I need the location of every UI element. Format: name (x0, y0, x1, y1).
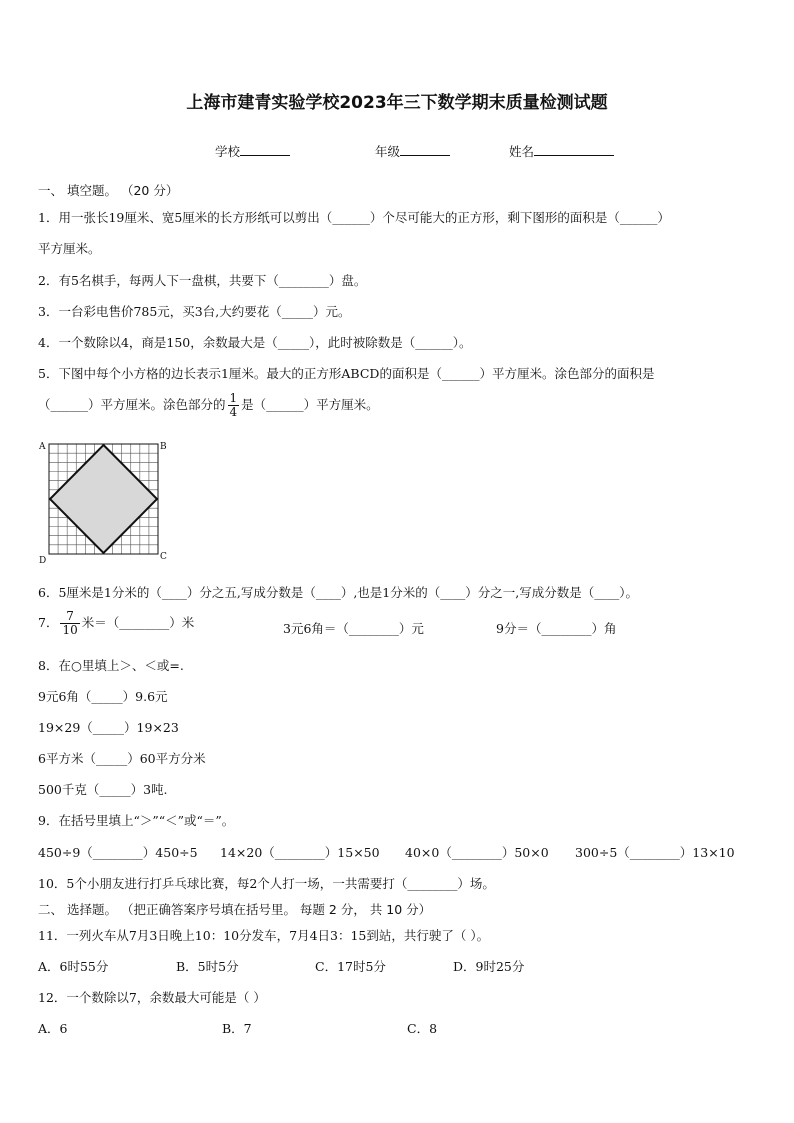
fraction-numerator: 1 (229, 391, 238, 405)
fraction-denominator: 4 (229, 405, 238, 419)
question-9-item: 14×20（________）15×50 (220, 845, 380, 860)
grid-figure (36, 436, 176, 566)
school-blank[interactable] (240, 141, 290, 156)
section2-heading: 二、 选择题。 （把正确答案序号填在括号里。 每题 2 分， 共 10 分） (38, 902, 432, 917)
question-6: 6．5厘米是1分米的（____）分之五,写成分数是（____）,也是1分米的（____）分之一,写成分数是（____）。 (38, 585, 638, 600)
option-c[interactable]: C．17时5分 (315, 959, 386, 974)
grade-blank[interactable] (400, 141, 450, 156)
question-8-heading: 8．在○里填上＞、＜或=. (38, 658, 184, 673)
grade-field (375, 141, 450, 160)
school-field (215, 141, 290, 160)
question-4: 4．一个数除以4，商是150，余数最大是（_____），此时被除数是（______）。 (38, 335, 472, 350)
fraction-seven-tenths (60, 610, 79, 637)
vertex-label-b: B (160, 442, 167, 452)
section1-heading: 一、 填空题。 （20 分） (38, 183, 179, 198)
question-10: 10．5个小朋友进行打乒乓球比赛，每2个人打一场，一共需要打（________）场。 (38, 876, 495, 891)
question-5-line2 (38, 392, 379, 419)
question-9-item: 450÷9（________）450÷5 (38, 845, 198, 860)
vertex-label-c: C (160, 552, 167, 562)
question-7-prefix: 7． (38, 615, 59, 630)
name-field (509, 141, 614, 160)
grade-label: 年级 (375, 144, 401, 159)
question-8-item: 9元6角（_____）9.6元 (38, 689, 168, 704)
fraction-one-quarter (228, 392, 240, 419)
question-9-item: 40×0（________）50×0 (405, 845, 549, 860)
fraction-numerator: 7 (60, 610, 79, 624)
fraction-denominator: 10 (62, 623, 78, 637)
option-b[interactable]: B．7 (222, 1021, 252, 1036)
question-1-line2: 平方厘米。 (38, 241, 101, 256)
page-title: 上海市建青实验学校2023年三下数学期末质量检测试题 (186, 93, 608, 113)
question-1-line1: 1．用一张长19厘米、宽5厘米的长方形纸可以剪出（______）个尽可能大的正方形，剩下图形的面积是（______） (38, 210, 670, 225)
question-7-part3: 9分＝（________）角 (496, 621, 617, 636)
question-5-text-b: 是（______）平方厘米。 (241, 397, 379, 412)
name-blank[interactable] (534, 141, 614, 156)
question-7-text-1: 米＝（________）米 (81, 615, 195, 630)
question-7-part2: 3元6角＝（________）元 (283, 621, 424, 636)
question-11: 11．一列火车从7月3日晚上10：10分发车，7月4日3：15到站，共行驶了（ ）。 (38, 928, 490, 943)
question-9-item: 300÷5（________）13×10 (575, 845, 735, 860)
question-8-item: 500千克（_____）3吨. (38, 782, 168, 797)
question-5-line1: 5．下图中每个小方格的边长表示1厘米。最大的正方形ABCD的面积是（______）平方厘米。涂色部分的面积是 (38, 366, 655, 381)
option-a[interactable]: A．6 (38, 1021, 68, 1036)
name-label: 姓名 (509, 144, 535, 159)
option-b[interactable]: B．5时5分 (176, 959, 239, 974)
school-label: 学校 (215, 144, 241, 159)
vertex-label-d: D (39, 556, 47, 566)
question-12: 12．一个数除以7，余数最大可能是（ ） (38, 990, 266, 1005)
question-2: 2．有5名棋手，每两人下一盘棋，共要下（________）盘。 (38, 273, 367, 288)
question-8-item: 19×29（_____）19×23 (38, 720, 179, 735)
question-5-text-a: （______）平方厘米。涂色部分的 (38, 397, 226, 412)
option-c[interactable]: C．8 (407, 1021, 438, 1036)
option-a[interactable]: A．6时55分 (38, 959, 109, 974)
question-8-item: 6平方米（_____）60平方分米 (38, 751, 206, 766)
question-7-part1 (38, 610, 194, 637)
question-9-heading: 9．在括号里填上“＞”“＜”或“＝”。 (38, 813, 235, 828)
option-d[interactable]: D．9时25分 (453, 959, 525, 974)
vertex-label-a: A (39, 442, 46, 452)
question-3: 3．一台彩电售价785元，买3台,大约要花（_____）元。 (38, 304, 351, 319)
